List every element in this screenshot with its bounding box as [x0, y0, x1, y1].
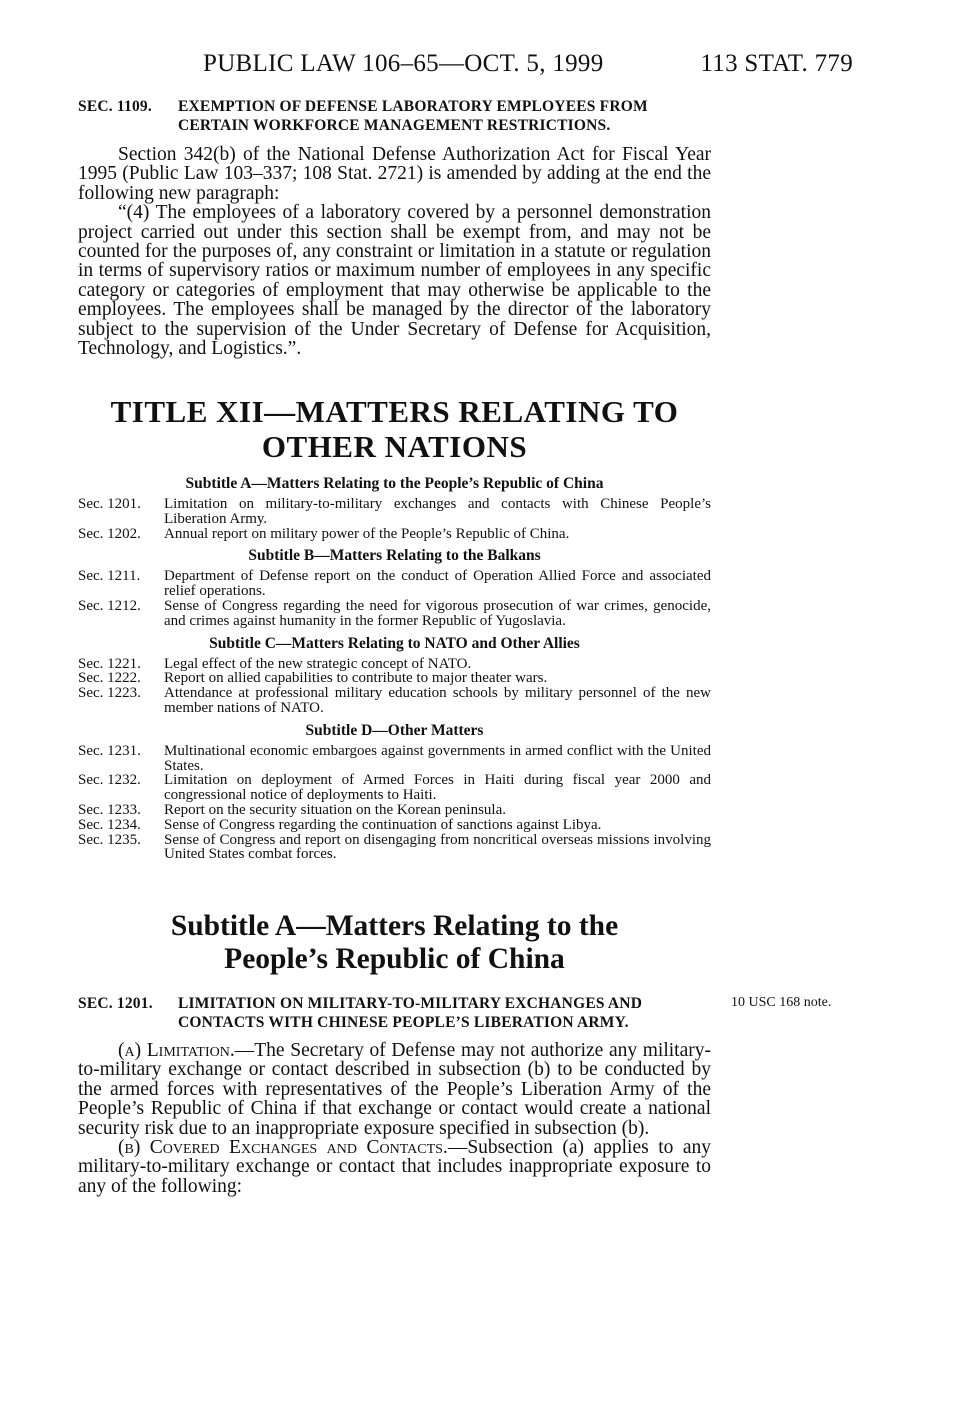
section-1109-body: [78, 145, 711, 358]
running-head-page-number: 113 STAT. 779: [700, 50, 853, 77]
toc-subtitle-b: Subtitle B—Matters Relating to the Balkans: [248, 547, 541, 565]
toc-entry-section: Sec. 1231.: [78, 742, 141, 759]
toc-entry: [78, 744, 711, 774]
subtitle-a-heading: [78, 910, 711, 976]
subtitle-a-line2: People’s Republic of China: [224, 943, 565, 975]
subsection-b: [78, 1138, 711, 1196]
toc-entry: [78, 818, 711, 833]
toc-entry: [78, 686, 711, 716]
toc-entry-text: Department of Defense report on the conduct of Operation Allied Force and associated relief operations.: [164, 568, 711, 600]
toc-entry-text: Report on allied capabilities to contribute to major theater wars.: [164, 670, 548, 687]
section-number: SEC. 1201.: [78, 995, 153, 1012]
toc-entry-section: Sec. 1233.: [78, 801, 141, 818]
running-head: [78, 50, 853, 80]
toc-entry: [78, 773, 711, 803]
toc-subtitle-d: Subtitle D—Other Matters: [305, 721, 484, 739]
section-1109-paragraph-1: Section 342(b) of the National Defense Authorization Act for Fiscal Year 1995 (Public Law 103–337; 108 Stat. 2721) is amended by adding at the end the following new paragraph:: [78, 144, 711, 204]
toc-entry: [78, 527, 711, 542]
title-xii-heading: [78, 394, 711, 464]
toc-entry-section: Sec. 1222.: [78, 670, 141, 687]
section-1109-paragraph-2: “(4) The employees of a laboratory covered by a personnel demonstration project carried out under this section shall be exempt from, and may not be counted for the purposes of, any constraint or limitation in a statute or regulation in terms of supervisory ratios or maximum number of employees in any specific category or categories of employment that may otherwise be applicable to the employees. The employees shall be managed by the director of the laboratory subject to the supervision of the Under Secretary of Defense for Acquisition, Technology, and Logistics.”.: [78, 202, 711, 360]
toc-entry-text: Sense of Congress regarding the continuation of sanctions against Libya.: [164, 816, 602, 833]
toc-entry-section: Sec. 1232.: [78, 772, 141, 789]
toc-entry-section: Sec. 1234.: [78, 816, 141, 833]
toc-subtitle-a: Subtitle A—Matters Relating to the People’s Republic of China: [185, 475, 604, 492]
toc-entry: [78, 599, 711, 629]
subsection-b-label: (b) Covered Exchanges and Contacts.: [118, 1137, 448, 1159]
table-of-contents: [78, 475, 711, 862]
toc-entry-section: Sec. 1202.: [78, 525, 141, 542]
toc-entry-text: Annual report on military power of the People’s Republic of China.: [164, 525, 570, 542]
toc-entry-text: Limitation on military-to-military exchanges and contacts with Chinese People’s Liberation Army.: [164, 496, 711, 527]
toc-entry-section: Sec. 1212.: [78, 597, 141, 614]
toc-entry: [78, 833, 711, 863]
section-heading-line2: CONTACTS WITH CHINESE PEOPLE’S LIBERATION ARMY.: [178, 1014, 629, 1031]
toc-entry: [78, 657, 711, 672]
subtitle-a-line1: Subtitle A—Matters Relating to the: [170, 910, 619, 942]
section-1109-heading: [78, 97, 713, 135]
toc-entry-text: Limitation on deployment of Armed Forces in Haiti during fiscal year 2000 and congressional notice of deployments to Haiti.: [164, 772, 711, 804]
toc-entry-text: Sense of Congress and report on disengaging from noncritical overseas missions involving United States combat forces.: [164, 831, 711, 863]
section-heading-line2: CERTAIN WORKFORCE MANAGEMENT RESTRICTIONS.: [178, 117, 611, 134]
toc-entry: [78, 671, 711, 686]
section-heading-line1: LIMITATION ON MILITARY-TO-MILITARY EXCHANGES AND: [178, 995, 643, 1012]
toc-entry-section: Sec. 1211.: [78, 568, 141, 585]
toc-entry-section: Sec. 1221.: [78, 655, 141, 672]
toc-entry-text: Sense of Congress regarding the need for vigorous prosecution of war crimes, genocide, and crimes against humanity in the former Republic of Yugoslavia.: [164, 597, 711, 629]
toc-entry: [78, 569, 711, 599]
toc-entry-text: Report on the security situation on the Korean peninsula.: [164, 801, 507, 818]
running-head-title: PUBLIC LAW 106–65—OCT. 5, 1999: [203, 50, 604, 77]
section-number: SEC. 1109.: [78, 98, 152, 115]
toc-entry-section: Sec. 1201.: [78, 496, 141, 512]
toc-entry-text: Attendance at professional military education schools by military personnel of the new member nations of NATO.: [164, 685, 711, 716]
section-1201-body: [78, 1041, 711, 1196]
section-heading-line1: EXEMPTION OF DEFENSE LABORATORY EMPLOYEES FROM: [178, 98, 648, 115]
subsection-b-text: —Subsection (a) applies to any military-to-military exchange or contact that includes inappropriate exposure to any of the following:: [78, 1137, 711, 1197]
toc-entry: [78, 497, 711, 527]
subsection-a-text: —The Secretary of Defense may not authorize any military-to-military exchange or contact described in subsection (b) to be conducted by the armed forces with representatives of the People’s Liberation Army of the People’s Republic of China if that exchange or contact would create a national security risk due to an inappropriate exposure specified in subsection (b).: [78, 1040, 711, 1139]
subsection-a-label: (a) Limitation.: [118, 1040, 235, 1061]
toc-entry-section: Sec. 1235.: [78, 831, 141, 848]
toc-entry-text: Multinational economic embargoes against governments in armed conflict with the United States.: [164, 742, 711, 774]
section-1201-heading: [78, 994, 713, 1032]
toc-subtitle-c: Subtitle C—Matters Relating to NATO and Other Allies: [209, 634, 580, 652]
toc-entry: [78, 803, 711, 818]
margin-note: 10 USC 168 note.: [731, 995, 832, 1010]
title-xii-line2: OTHER NATIONS: [261, 429, 528, 464]
toc-entry-section: Sec. 1223.: [78, 685, 141, 702]
toc-entry-text: Legal effect of the new strategic concept of NATO.: [164, 655, 472, 672]
title-xii-line1: TITLE XII—MATTERS RELATING TO: [110, 394, 679, 429]
subsection-a: [78, 1041, 711, 1138]
